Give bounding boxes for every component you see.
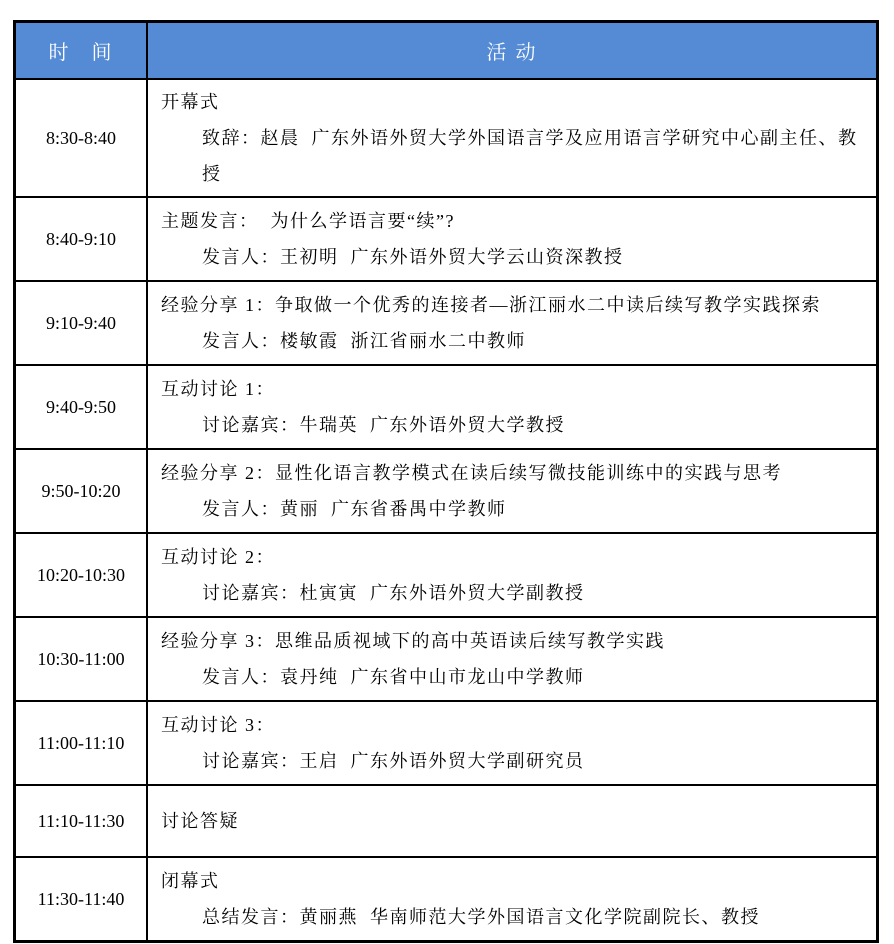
activity-line: 致辞：赵晨 广东外语外贸大学外国语言学及应用语言学研究中心副主任、教授 [202,128,858,184]
time-cell: 9:40-9:50 [16,366,148,448]
table-row [16,616,876,700]
table-row [16,364,876,448]
time-cell: 8:40-9:10 [16,198,148,280]
activity-line: 讨论答疑 [161,811,239,831]
activity-cell [148,618,876,700]
time-cell: 9:50-10:20 [16,450,148,532]
activity-line: 主题发言： 为什么学语言要“续”? [161,211,455,231]
activity-cell [148,198,876,280]
time-cell: 11:00-11:10 [16,702,148,784]
activity-cell [148,702,876,784]
table-row [16,448,876,532]
table-row [16,196,876,280]
activity-line: 开幕式 [161,92,220,112]
time-cell: 8:30-8:40 [16,80,148,196]
table-row [16,532,876,616]
activity-line: 闭幕式 [161,871,220,891]
activity-line: 互动讨论 2： [161,547,275,567]
activity-line: 经验分享 3：思维品质视域下的高中英语读后续写教学实践 [161,631,665,651]
activity-cell [148,282,876,364]
activity-cell [148,534,876,616]
activity-cell [148,786,876,856]
time-cell: 10:20-10:30 [16,534,148,616]
table-row [16,784,876,856]
table-header-row [16,23,876,78]
activity-line: 总结发言：黄丽燕 华南师范大学外国语言文化学院副院长、教授 [202,907,760,927]
time-cell: 11:30-11:40 [16,858,148,940]
activity-line: 讨论嘉宾：杜寅寅 广东外语外贸大学副教授 [202,583,585,603]
activity-line: 讨论嘉宾：牛瑞英 广东外语外贸大学教授 [202,415,565,435]
header-activity-cell: 活 动 [486,42,538,64]
activity-line: 互动讨论 1： [161,379,275,399]
table-row [16,700,876,784]
activity-line: 发言人：王初明 广东外语外贸大学云山资深教授 [202,247,624,267]
activity-line: 发言人：袁丹纯 广东省中山市龙山中学教师 [202,667,585,687]
agenda-table [13,20,879,943]
activity-cell [148,450,876,532]
time-cell: 9:10-9:40 [16,282,148,364]
activity-line: 讨论嘉宾：王启 广东外语外贸大学副研究员 [202,751,585,771]
activity-cell [148,80,876,196]
activity-cell [148,366,876,448]
activity-line: 发言人：黄丽 广东省番禺中学教师 [202,499,507,519]
table-row [16,78,876,196]
activity-line: 经验分享 1：争取做一个优秀的连接者—浙江丽水二中读后续写教学实践探索 [161,295,821,315]
header-time-cell: 时 间 [16,23,148,78]
activity-cell [148,858,876,940]
activity-line: 经验分享 2：显性化语言教学模式在读后续写微技能训练中的实践与思考 [161,463,782,483]
table-row [16,280,876,364]
activity-line: 互动讨论 3： [161,715,275,735]
time-cell: 11:10-11:30 [16,786,148,856]
table-row [16,856,876,940]
activity-line: 发言人：楼敏霞 浙江省丽水二中教师 [202,331,526,351]
time-cell: 10:30-11:00 [16,618,148,700]
